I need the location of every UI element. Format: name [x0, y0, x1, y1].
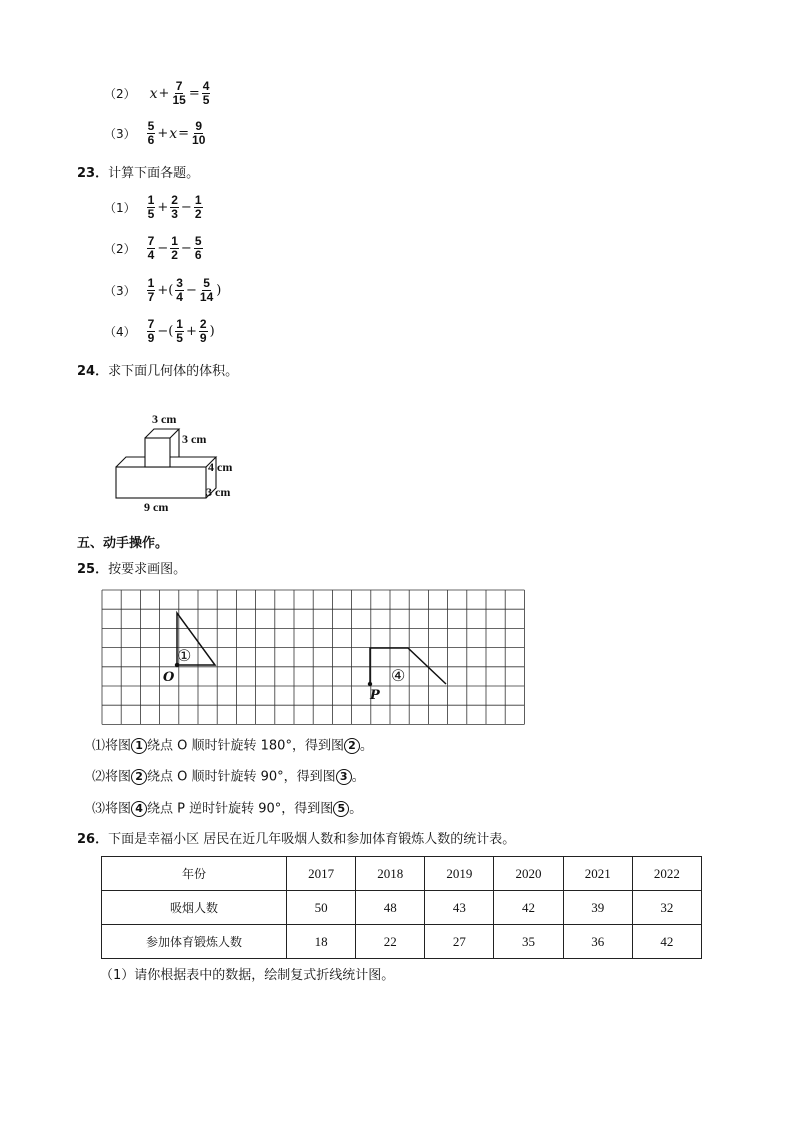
year-cell: 2022 [632, 857, 701, 891]
q25-task-3: ⑶将图 4 绕点 P 逆时针旋转 90°，得到图 5 。 [92, 801, 363, 817]
year-cell: 2017 [287, 857, 356, 891]
point-p-label: P [370, 688, 380, 703]
question-title: 按要求画图。 [108, 562, 187, 577]
table-cell: 22 [356, 925, 425, 959]
question-number: 24． [77, 364, 109, 379]
table-cell: 36 [563, 925, 632, 959]
year-cell: 2019 [425, 857, 494, 891]
question-number: 25． [77, 562, 109, 577]
year-cell: 2020 [494, 857, 563, 891]
close-paren: ) [216, 283, 222, 298]
question-26-heading [77, 832, 515, 848]
figure-ref: 1 [131, 738, 147, 754]
operator: − [185, 283, 197, 298]
q23-item-4 [104, 318, 216, 345]
q25-task-1: ⑴将图 1 绕点 O 顺时针旋转 180°，得到图 2 。 [92, 738, 373, 754]
figure-1-label: ① [177, 646, 192, 665]
fraction: $\frac{4}{5}$ [202, 79, 210, 107]
table-row [102, 925, 702, 959]
figure-4-label: ④ [391, 666, 406, 685]
fraction: $\frac{1}{5}$ [147, 193, 155, 221]
fraction: $\frac{7}{9}$ [147, 317, 155, 345]
table-row [102, 891, 702, 925]
close-paren: ) [209, 324, 215, 339]
operator: +( [157, 283, 174, 298]
dim-base-width: 9 cm [144, 500, 169, 514]
operator: −( [157, 324, 174, 339]
year-cell: 2018 [356, 857, 425, 891]
question-24-heading [77, 364, 238, 380]
fraction: $\frac{5}{14}$ [199, 276, 214, 304]
figure-ref: 2 [344, 738, 360, 754]
item-label: （1） [104, 200, 136, 215]
table-cell: 39 [563, 891, 632, 925]
q25-task-2: ⑵将图 2 绕点 O 顺时针旋转 90°，得到图 3 。 [92, 769, 365, 785]
table-cell: 48 [356, 891, 425, 925]
equals-sign: = [178, 126, 190, 141]
q22-item-3 [104, 120, 207, 147]
q23-item-3 [104, 277, 222, 304]
fraction: $\frac{1}{7}$ [147, 276, 155, 304]
section-title: 五、动手操作。 [77, 536, 169, 551]
fraction: $\frac{2}{9}$ [199, 317, 207, 345]
fraction: $\frac{5}{6}$ [147, 119, 155, 147]
row-label: 参加体育锻炼人数 [102, 925, 287, 959]
table-header-row [102, 857, 702, 891]
table-cell: 42 [494, 891, 563, 925]
q26-subquestion-1: （1）请你根据表中的数据，绘制复式折线统计图。 [100, 968, 395, 983]
question-title: 下面是幸福小区 居民在近几年吸烟人数和参加体育锻炼人数的统计表。 [108, 832, 516, 847]
figure-4-shape [370, 648, 446, 684]
dim-base-depth: 3 cm [206, 485, 231, 499]
table-header-label: 年份 [102, 857, 287, 891]
operator: − [180, 200, 192, 215]
item-label: （3） [104, 126, 136, 141]
item-label: （2） [104, 241, 136, 256]
fraction: $\frac{2}{3}$ [171, 193, 178, 221]
question-23-heading [77, 166, 199, 182]
q23-item-1 [104, 194, 204, 221]
row-label: 吸烟人数 [102, 891, 287, 925]
item-label: （4） [104, 324, 136, 339]
fraction: $\frac{5}{6}$ [194, 234, 202, 262]
question-number: 26． [77, 832, 109, 847]
fraction: $\frac{9}{10}$ [192, 119, 206, 147]
question-25-heading [77, 562, 186, 578]
dim-base-height: 4 cm [208, 460, 233, 474]
operator: − [180, 241, 192, 256]
table-cell: 18 [287, 925, 356, 959]
item-label: （2） [104, 86, 136, 101]
fraction: $\frac{1}{2}$ [194, 193, 202, 221]
figure-ref: 5 [333, 801, 349, 817]
figure-ref: 4 [131, 801, 147, 817]
dim-top-width: 3 cm [152, 412, 177, 426]
point-p-dot [368, 682, 372, 686]
fraction: $\frac{1}{2}$ [171, 234, 178, 262]
dim-top-depth: 3 cm [182, 432, 207, 446]
q23-item-2 [104, 235, 204, 262]
solid-figure-diagram [100, 405, 260, 517]
q22-item-2 [104, 80, 211, 107]
fraction: $\frac{1}{5}$ [176, 317, 183, 345]
fraction: $\frac{7}{15}$ [172, 79, 186, 107]
drawing-grid [101, 589, 529, 725]
figure-ref: 3 [336, 769, 352, 785]
plus-sign: + [157, 126, 169, 141]
operator: + [157, 200, 169, 215]
equals-sign: = [188, 86, 200, 101]
point-o-label: O [163, 670, 175, 685]
fraction: $\frac{3}{4}$ [176, 276, 183, 304]
table-cell: 32 [632, 891, 701, 925]
question-title: 计算下面各题。 [108, 166, 200, 181]
variable-x: x [169, 125, 178, 142]
fraction: $\frac{7}{4}$ [147, 234, 155, 262]
question-title: 求下面几何体的体积。 [108, 364, 239, 379]
operator: − [157, 241, 169, 256]
plus-sign: + [158, 86, 170, 101]
year-cell: 2021 [563, 857, 632, 891]
statistics-table [101, 856, 702, 959]
table-cell: 50 [287, 891, 356, 925]
table-cell: 27 [425, 925, 494, 959]
question-number: 23． [77, 166, 109, 181]
operator: + [185, 324, 197, 339]
table-cell: 43 [425, 891, 494, 925]
table-cell: 35 [494, 925, 563, 959]
figure-ref: 2 [131, 769, 147, 785]
item-label: （3） [104, 283, 136, 298]
table-cell: 42 [632, 925, 701, 959]
variable-x: x [149, 85, 158, 102]
